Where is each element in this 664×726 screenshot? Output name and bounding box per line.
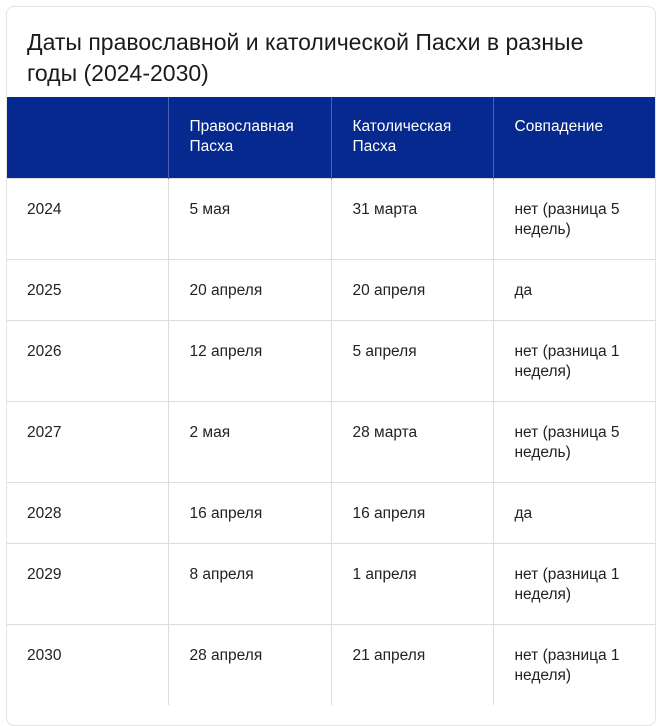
catholic-date-cell: 20 апреля — [331, 259, 493, 320]
year-cell: 2027 — [6, 401, 168, 482]
orthodox-date-cell: 16 апреля — [168, 482, 331, 543]
header-catholic-easter: Католическая Пасха — [331, 97, 493, 178]
easter-dates-card — [6, 6, 656, 726]
year-cell: 2028 — [6, 482, 168, 543]
coincidence-cell: да — [493, 259, 656, 320]
header-row — [6, 97, 656, 178]
orthodox-date-cell: 20 апреля — [168, 259, 331, 320]
year-cell: 2029 — [6, 543, 168, 624]
year-cell: 2025 — [6, 259, 168, 320]
orthodox-date-cell: 8 апреля — [168, 543, 331, 624]
year-cell: 2030 — [6, 624, 168, 705]
coincidence-cell: нет (разница 5 недель) — [493, 401, 656, 482]
table-row — [6, 482, 656, 543]
header-coincidence: Совпадение — [493, 97, 656, 178]
coincidence-cell: нет (разница 1 неделя) — [493, 624, 656, 705]
easter-dates-table — [6, 97, 656, 705]
header-year — [6, 97, 168, 178]
table-row — [6, 624, 656, 705]
catholic-date-cell: 31 марта — [331, 178, 493, 259]
coincidence-cell: нет (разница 5 недель) — [493, 178, 656, 259]
orthodox-date-cell: 12 апреля — [168, 320, 331, 401]
year-cell: 2024 — [6, 178, 168, 259]
table-row — [6, 401, 656, 482]
catholic-date-cell: 28 марта — [331, 401, 493, 482]
catholic-date-cell: 5 апреля — [331, 320, 493, 401]
coincidence-cell: нет (разница 1 неделя) — [493, 543, 656, 624]
orthodox-date-cell: 28 апреля — [168, 624, 331, 705]
catholic-date-cell: 21 апреля — [331, 624, 493, 705]
table-row — [6, 178, 656, 259]
year-cell: 2026 — [6, 320, 168, 401]
orthodox-date-cell: 2 мая — [168, 401, 331, 482]
catholic-date-cell: 16 апреля — [331, 482, 493, 543]
table-row — [6, 543, 656, 624]
coincidence-cell: нет (разница 1 неделя) — [493, 320, 656, 401]
header-orthodox-easter: Православная Пасха — [168, 97, 331, 178]
orthodox-date-cell: 5 мая — [168, 178, 331, 259]
table-row — [6, 320, 656, 401]
catholic-date-cell: 1 апреля — [331, 543, 493, 624]
coincidence-cell: да — [493, 482, 656, 543]
table-title: Даты православной и католической Пасхи в разные годы (2024-2030) — [27, 29, 584, 86]
table-row — [6, 259, 656, 320]
